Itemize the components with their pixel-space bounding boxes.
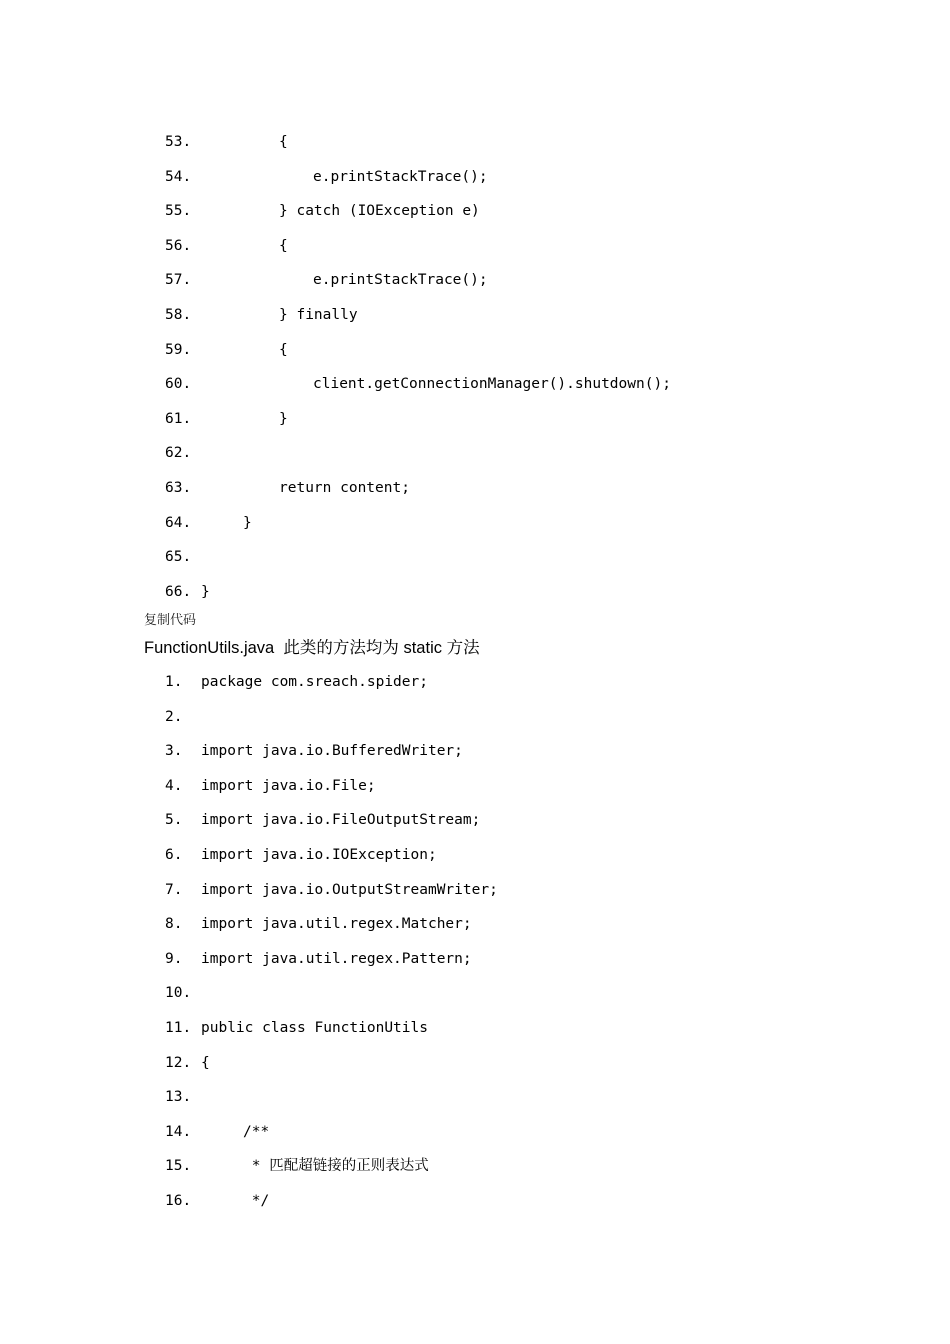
code-text: } (279, 410, 288, 427)
copy-code-label[interactable]: 复制代码 (144, 613, 197, 628)
code-text: e.printStackTrace(); (313, 272, 488, 289)
line-number: 55. (165, 203, 192, 220)
code-line (0, 1018, 950, 1038)
code-line (0, 236, 950, 256)
code-line (0, 880, 950, 900)
code-text: } (201, 583, 210, 600)
code-text: { (279, 134, 288, 150)
line-number: 64. (165, 514, 192, 531)
code-text: } finally (279, 307, 358, 323)
code-text: } catch (IOException e) (279, 203, 480, 220)
line-number: 12. (165, 1054, 192, 1071)
code-line (0, 201, 950, 221)
code-line (0, 1087, 950, 1107)
code-text: import java.util.regex.Pattern; (201, 950, 472, 967)
code-line (0, 1156, 950, 1176)
code-line (0, 478, 950, 498)
code-text: import java.util.regex.Matcher; (201, 916, 472, 933)
code-line (0, 270, 950, 290)
line-number: 6. (165, 847, 183, 863)
code-line (0, 776, 950, 796)
line-number: 8. (165, 916, 183, 933)
code-line (0, 132, 950, 152)
line-number: 66. (165, 583, 192, 600)
line-number: 58. (165, 307, 192, 323)
code-text: } (243, 514, 252, 531)
line-number: 59. (165, 341, 192, 358)
code-text: import java.io.IOException; (201, 847, 437, 863)
code-line (0, 707, 950, 727)
line-number: 10. (165, 985, 192, 1002)
code-text: { (279, 237, 288, 254)
code-text: { (201, 1054, 210, 1071)
line-number: 13. (165, 1089, 192, 1106)
code-line (0, 845, 950, 865)
code-line (0, 914, 950, 934)
line-number: 14. (165, 1123, 192, 1140)
code-line (0, 741, 950, 761)
code-text: import java.io.FileOutputStream; (201, 812, 481, 829)
code-text: import java.io.BufferedWriter; (201, 743, 463, 760)
code-text: package com.sreach.spider; (201, 674, 428, 690)
code-line (0, 1191, 950, 1211)
code-line (0, 672, 950, 692)
line-number: 53. (165, 134, 192, 150)
code-text: e.printStackTrace(); (313, 168, 488, 185)
line-number: 65. (165, 549, 192, 566)
code-text: public class FunctionUtils (201, 1020, 428, 1036)
code-text: { (279, 341, 288, 358)
code-line (0, 810, 950, 830)
code-text: */ (243, 1193, 270, 1209)
line-number: 56. (165, 237, 192, 254)
line-number: 2. (165, 708, 183, 725)
line-number: 62. (165, 445, 192, 462)
code-line (0, 1122, 950, 1142)
code-line (0, 1053, 950, 1073)
code-line (0, 167, 950, 187)
code-text: client.getConnectionManager().shutdown(); (313, 376, 671, 393)
line-number: 1. (165, 674, 183, 690)
line-number: 54. (165, 168, 192, 185)
section-heading: FunctionUtils.java 此类的方法均为 static 方法 (144, 639, 480, 657)
code-line (0, 409, 950, 429)
line-number: 16. (165, 1193, 192, 1209)
line-number: 61. (165, 410, 192, 427)
line-number: 60. (165, 376, 192, 393)
code-text: /** (243, 1123, 270, 1140)
code-text: import java.io.OutputStreamWriter; (201, 881, 498, 898)
line-number: 9. (165, 950, 183, 967)
line-number: 11. (165, 1020, 192, 1036)
code-text: import java.io.File; (201, 777, 376, 794)
code-line (0, 582, 950, 602)
code-line (0, 547, 950, 567)
code-line (0, 983, 950, 1003)
line-number: 4. (165, 777, 183, 794)
code-line (0, 305, 950, 325)
code-text: return content; (279, 480, 410, 496)
line-number: 15. (165, 1158, 192, 1175)
line-number: 5. (165, 812, 183, 829)
code-line (0, 374, 950, 394)
code-line (0, 513, 950, 533)
line-number: 7. (165, 881, 183, 898)
code-text: * 匹配超链接的正则表达式 (243, 1158, 429, 1175)
code-line (0, 443, 950, 463)
code-line (0, 949, 950, 969)
code-line (0, 340, 950, 360)
line-number: 63. (165, 480, 192, 496)
line-number: 3. (165, 743, 183, 760)
line-number: 57. (165, 272, 192, 289)
